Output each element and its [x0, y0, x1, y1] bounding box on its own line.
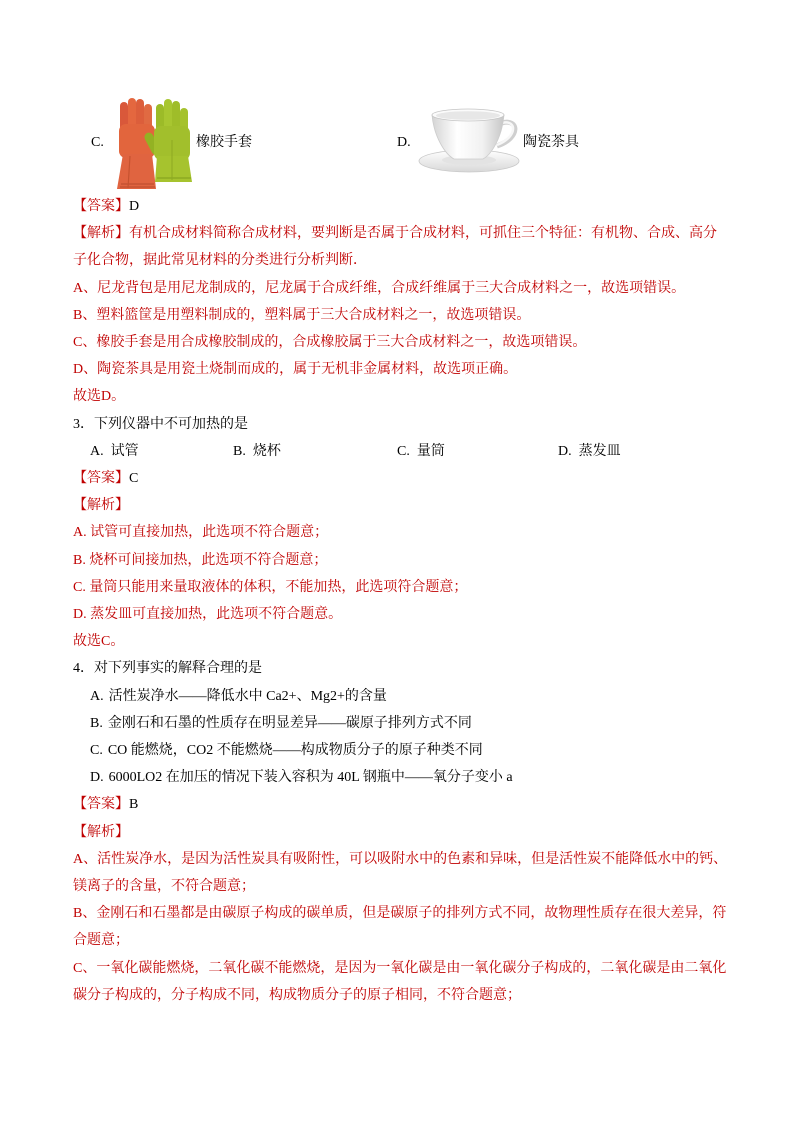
option-text: 蒸发皿 [578, 443, 621, 459]
q4-option-c [73, 737, 738, 764]
option-text: 烧杯 [252, 443, 281, 459]
conclusion: 故选D。 [73, 389, 126, 405]
analysis-item: A. 试管可直接加热，此选项不符合题意； [73, 525, 329, 541]
analysis-item-continued: 镁离子的含量，不符合题意； [73, 879, 255, 895]
analysis-item: D、陶瓷茶具是用瓷土烧制而成的，属于无机非金属材料，故选项正确。 [73, 362, 518, 378]
analysis-item-continued: 碳分子构成的，分子构成不同，构成物质分子的原子相同，不符合题意； [73, 987, 521, 1003]
option-label: A. [90, 443, 104, 459]
option-c-label: C. [91, 135, 104, 150]
q4-answer-line [73, 791, 738, 818]
rubber-gloves-icon [112, 96, 196, 190]
analysis-text: 子化合物，据此常见材料的分类进行分析判断． [73, 253, 367, 269]
analysis-item: A、活性炭净水，是因为活性炭具有吸附性，可以吸附水中的色素和异味，但是活性炭不能降低水中的钙、 [73, 851, 728, 867]
q3-option-b [233, 438, 281, 465]
answer-label: 【答案】 [73, 199, 129, 214]
conclusion: 故选C。 [73, 634, 125, 650]
analysis-text: 有机合成材料简称合成材料，要判断是否属于合成材料，可抓住三个特征：有机物、合成、高分 [129, 226, 717, 242]
analysis-label: 【解析】 [73, 226, 129, 242]
answer-label: 【答案】 [73, 797, 129, 813]
analysis-item: B、金刚石和石墨都是由碳原子构成的碳单质，但是碳原子的排列方式不同，故物理性质存在很大差异，符 [73, 906, 727, 922]
answer-value: C [129, 471, 139, 487]
analysis-item: B、塑料篮筐是用塑料制成的，塑料属于三大合成材料之一，故选项错误。 [73, 307, 531, 323]
q4-option-d [73, 764, 738, 791]
analysis-item: C、一氧化碳能燃烧，二氧化碳不能燃烧，是因为一氧化碳是由一氧化碳分子构成的，二氧化碳是由二氧化 [73, 960, 727, 976]
option-text: 试管 [110, 443, 139, 459]
analysis-item-continued: 合题意； [73, 933, 129, 949]
option-label: C. [90, 743, 103, 759]
option-c-text: 橡胶手套 [196, 135, 252, 150]
option-d-text: 陶瓷茶具 [523, 135, 579, 150]
answer-value: B [129, 797, 139, 813]
q2-analysis-line [73, 220, 738, 247]
q2-answer-line [73, 193, 738, 220]
option-text: 量筒 [416, 443, 445, 459]
q3-options-row [73, 438, 738, 465]
option-label: B. [233, 443, 246, 459]
analysis-label: 【解析】 [73, 498, 129, 514]
q3-stem: 3．下列仪器中不可加热的是 [73, 416, 248, 432]
analysis-item: C. 量筒只能用来量取液体的体积，不能加热，此选项符合题意； [73, 579, 468, 595]
option-text: 活性炭净水——降低水中 Ca2+、Mg2+的含量 [108, 688, 387, 704]
q3-answer-line [73, 465, 738, 492]
analysis-label: 【解析】 [73, 824, 129, 840]
option-label: D. [558, 443, 572, 459]
q3-option-d [558, 438, 621, 465]
option-text: CO 能燃烧，CO2 不能燃烧——构成物质分子的原子种类不同 [107, 743, 483, 759]
analysis-item: C、橡胶手套是用合成橡胶制成的，合成橡胶属于三大合成材料之一，故选项错误。 [73, 335, 587, 351]
analysis-item: B. 烧杯可间接加热，此选项不符合题意； [73, 552, 328, 568]
option-text: 金刚石和石墨的性质存在明显差异——碳原子排列方式不同 [107, 715, 472, 731]
option-label: A. [90, 688, 104, 704]
q4-option-a [73, 683, 738, 710]
ceramic-teacup-icon [418, 107, 520, 173]
q4-stem: 4．对下列事实的解释合理的是 [73, 661, 262, 677]
option-label: C. [397, 443, 410, 459]
analysis-item: D. 蒸发皿可直接加热，此选项不符合题意。 [73, 607, 343, 623]
document-body [73, 193, 738, 1009]
q4-option-b [73, 710, 738, 737]
option-text: 6000LO2 在加压的情况下装入容积为 40L 钢瓶中——氧分子变小 a [108, 770, 513, 786]
answer-label: 【答案】 [73, 471, 129, 487]
option-d-label: D. [397, 135, 411, 150]
option-label: B. [90, 715, 103, 731]
option-label: D. [90, 770, 104, 786]
q3-option-c [397, 438, 445, 465]
answer-value: D [129, 199, 140, 214]
analysis-item: A、尼龙背包是用尼龙制成的，尼龙属于合成纤维，合成纤维属于三大合成材料之一，故选项错误。 [73, 280, 686, 296]
q3-option-a [90, 438, 139, 465]
